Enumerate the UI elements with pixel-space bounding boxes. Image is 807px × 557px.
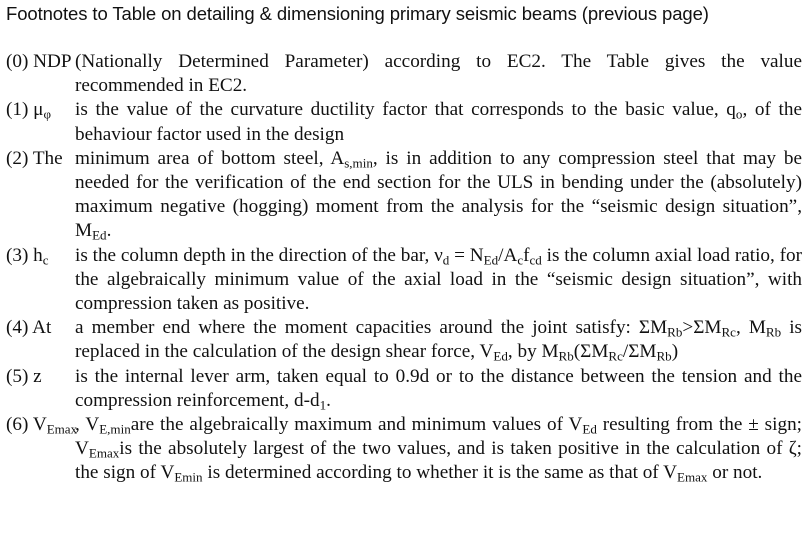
footnote-text: a member end where the moment capacities around the joint satisfy: $\Sigma M_{Rb}>\Sigma M_{Rc}$, $M_{Rb}$ is replaced in the calculation of the design shear force, $V_{Ed}$, by $M_{Rb}(\Sigma M_{Rc}/\Sigma M_{Rb})$: [75, 317, 802, 365]
footnote-4: [6, 316, 802, 364]
footnote-number: (3) $h_c$: [6, 244, 49, 268]
footnote-text: is the column depth in the direction of the bar, $\nu_d = N_{Ed}/A_cf_{cd}$ is the column axial load ratio, for the algebraically minimum value of the axial load in the “seismic design situation”, with compression taken as positive.: [75, 244, 802, 315]
page-title: Footnotes to Table on detailing & dimensioning primary seismic beams (previous page): [6, 3, 709, 24]
footnote-0: [6, 50, 802, 98]
footnote-2: [6, 147, 802, 244]
footnote-text: is the internal lever arm, taken equal to 0.9d or to the distance between the tension and the compression reinforcement, $d-d_1$.: [75, 365, 802, 413]
footnote-3: [6, 244, 802, 317]
footnote-number: (6) $V_{Emax}$: [6, 414, 78, 437]
footnote-1: [6, 98, 802, 146]
footnote-number: (2) The: [6, 147, 63, 169]
footnote-text: (Nationally Determined Parameter) according to EC2. The Table gives the value recommended in EC2.: [75, 51, 802, 97]
footnote-number: (5) z: [6, 365, 42, 387]
footnote-text: minimum area of bottom steel, $A_{s,min}$, is in addition to any compression steel that may be needed for the verification of the end section for the ULS in bending under the (absolutely) maximum negative (hogging) moment from the analysis for the “seismic design situation”, $M_{Ed}$.: [75, 147, 802, 244]
footnote-5: [6, 365, 802, 413]
footnote-number: (1) $\mu_\varphi$: [6, 99, 51, 123]
footnote-list: [6, 50, 802, 486]
footnote-6: [6, 413, 802, 486]
footnote-number: (4) At: [6, 317, 52, 339]
footnote-text: , $V_{E,min}are$ the algebraically maximum and minimum values of $V_{Ed}$ resulting from the ± sign; $V_{Emax}is$ the absolutely largest of the two values, and is taken positive in the calculation of ζ; the sign of $V_{Emin}$ is determined according to whether it is the same as that of $V_{Emax}$ or not.: [75, 414, 802, 486]
footnote-text: is the value of the curvature ductility factor that corresponds to the basic value, $q_o$, of the behaviour factor used in the design: [75, 99, 802, 145]
footnote-number: (0) NDP: [6, 51, 72, 72]
